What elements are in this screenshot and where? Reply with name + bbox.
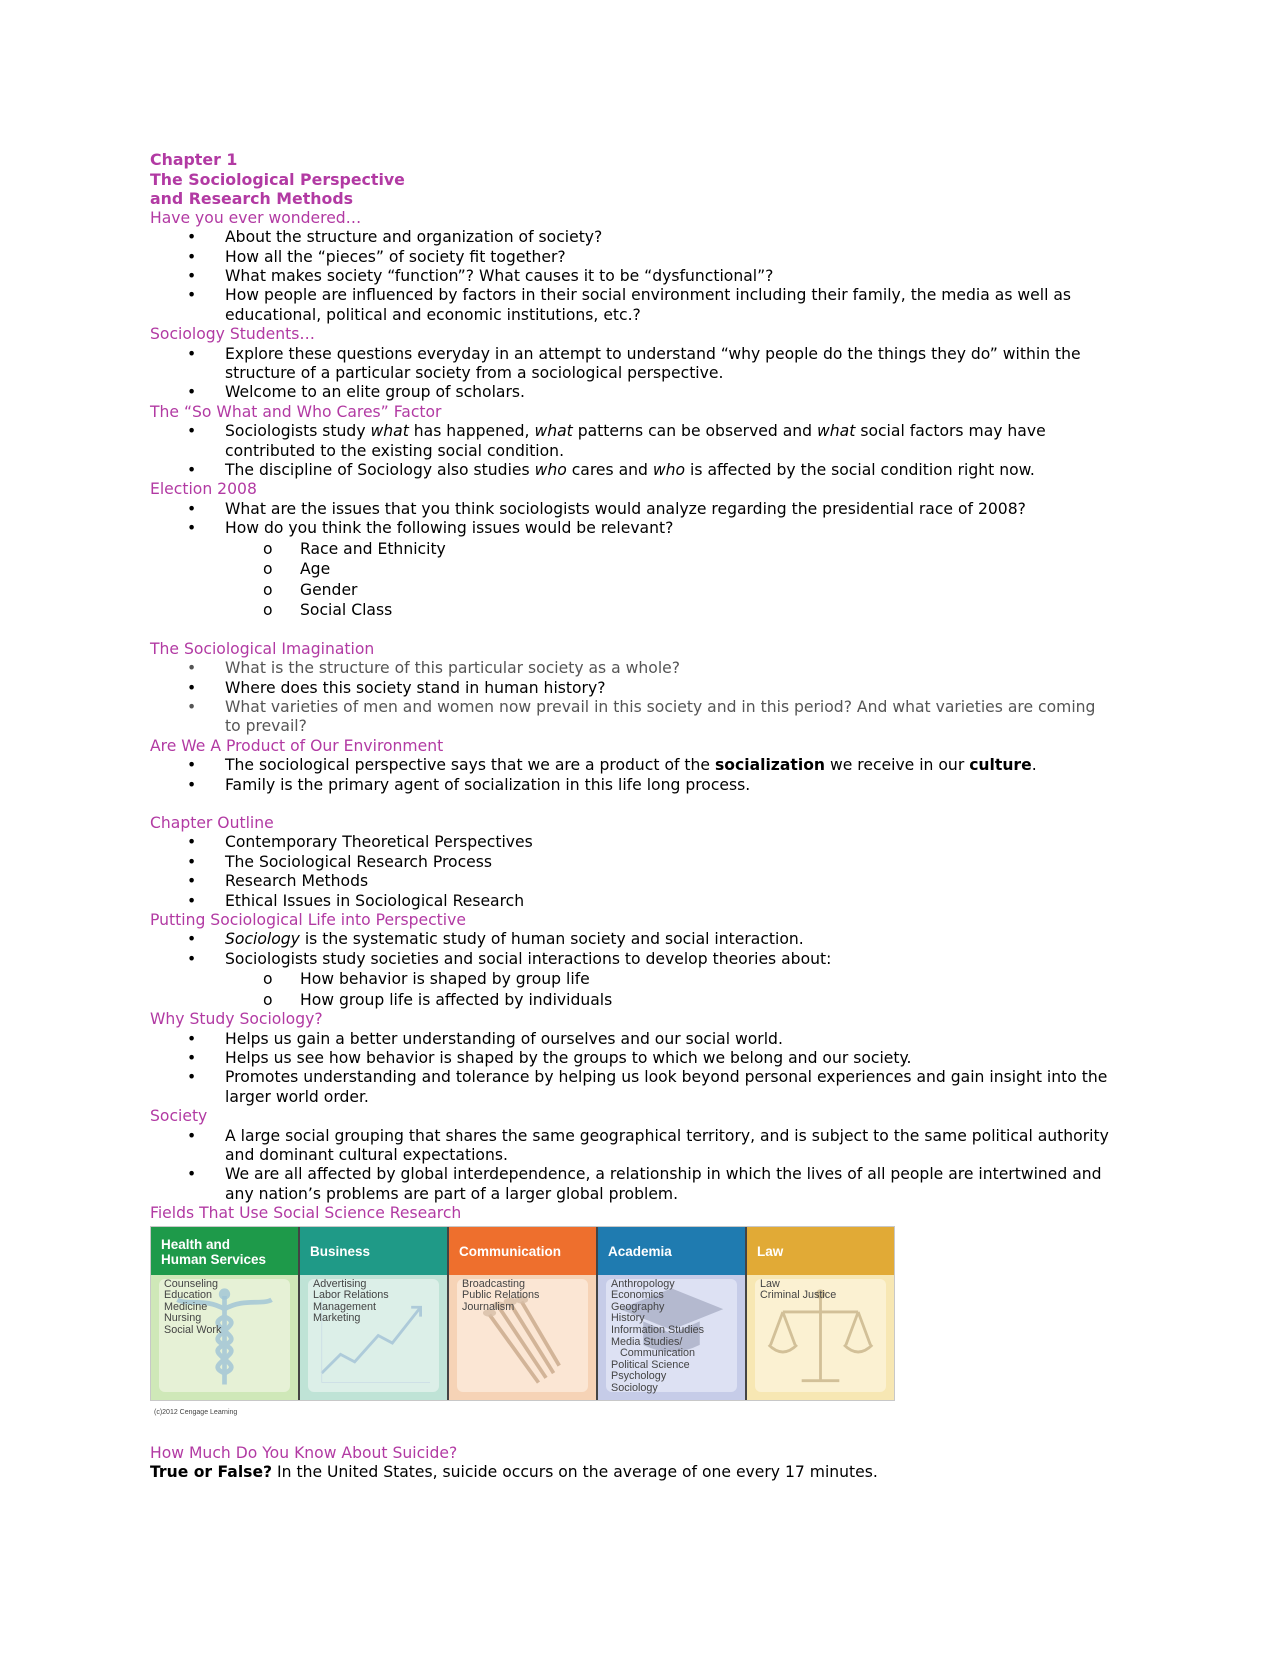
sublist-putting [150,969,1110,1010]
list-imagination [150,659,1110,737]
field-item: Geography [611,1300,665,1313]
heading-so-what: The “So What and Who Cares” Factor [150,402,442,421]
heading-why: Why Study Sociology? [150,1010,323,1029]
field-heading-line: Academia [608,1243,672,1259]
field-item: Communication [611,1347,696,1360]
list-item: • What is the structure of this particular society as a whole? [150,659,1110,678]
document-body [150,150,1110,1482]
field-column [300,1227,449,1400]
field-item: Economics [611,1289,664,1302]
list-why [150,1030,1110,1108]
field-item: Advertising [313,1277,367,1290]
field-item: Journalism [462,1300,515,1313]
list-item: • Sociology is the systematic study of human society and social interaction. [150,930,1110,949]
heading-election: Election 2008 [150,480,257,499]
field-item: History [611,1312,645,1325]
list-item: • Sociologists study societies and social interactions to develop theories about: [150,950,1110,969]
list-item: • Where does this society stand in human history? [150,679,1110,698]
field-body [449,1275,596,1400]
list-item: • What varieties of men and women now prevail in this society and in this period? And what varieties are coming to prevail? [150,698,1110,737]
field-heading-line: Health and [161,1236,231,1252]
list-item: • Sociologists study what has happened, what patterns can be observed and what social factors may have contributed to the existing social condition. [150,422,1110,461]
field-item-list [462,1279,590,1314]
field-heading [151,1227,298,1275]
sublist-election [150,539,1110,621]
field-item: Labor Relations [313,1289,389,1302]
list-wondered [150,228,1110,325]
sublist-item: o How group life is affected by individuals [150,990,1110,1011]
list-item: • How all the “pieces” of society fit together? [150,248,1110,267]
list-item: • Contemporary Theoretical Perspectives [150,833,1110,852]
list-item: • Explore these questions everyday in an attempt to understand “why people do the things they do” within the structure of a particular society from a sociological perspective. [150,345,1110,384]
heading-society: Society [150,1107,208,1126]
field-heading-line: Business [310,1243,371,1259]
list-item: • Family is the primary agent of socialization in this life long process. [150,776,1110,795]
chapter-title-line-1: The Sociological Perspective [150,169,405,189]
field-item: Social Work [164,1324,222,1337]
field-column [598,1227,747,1400]
field-item-list [313,1279,441,1325]
field-body [300,1275,447,1400]
field-item: Broadcasting [462,1277,526,1290]
list-item: • A large social grouping that shares the same geographical territory, and is subject to the same political authority and dominant cultural expectations. [150,1127,1110,1166]
field-column [449,1227,598,1400]
field-item: Marketing [313,1312,361,1325]
list-election [150,500,1110,539]
sublist-item: o Age [150,559,1110,580]
list-item: • Helps us gain a better understanding of ourselves and our social world. [150,1030,1110,1049]
sublist-item: o Social Class [150,600,1110,621]
field-item: Public Relations [462,1289,540,1302]
field-item: Counseling [164,1277,219,1290]
field-item: Psychology [611,1370,667,1383]
list-item: • Ethical Issues in Sociological Research [150,892,1110,911]
list-putting [150,930,1110,969]
list-outline [150,833,1110,911]
field-item: Political Science [611,1358,690,1371]
list-item: • What are the issues that you think sociologists would analyze regarding the presidential race of 2008? [150,500,1110,519]
heading-fields: Fields That Use Social Science Research [150,1204,462,1223]
field-item: Media Studies/ [611,1335,683,1348]
list-item: • The sociological perspective says that we are a product of the socialization we receive in our culture. [150,756,1110,775]
field-item-list [164,1279,292,1337]
field-body [598,1275,745,1400]
field-column [151,1227,300,1400]
heading-suicide: How Much Do You Know About Suicide? [150,1443,458,1462]
field-item: Information Studies [611,1324,705,1337]
chapter-title-line-2: and Research Methods [150,189,354,209]
list-item: • How do you think the following issues would be relevant? [150,519,1110,538]
list-so-what [150,422,1110,480]
field-heading-line: Human Services [161,1251,267,1267]
heading-putting: Putting Sociological Life into Perspective [150,910,466,929]
field-heading [747,1227,894,1275]
fields-grid [150,1226,895,1401]
field-body [747,1275,894,1400]
heading-wondered: Have you ever wondered… [150,208,362,227]
sublist-item: o How behavior is shaped by group life [150,969,1110,990]
field-item: Law [760,1277,780,1290]
list-item: • Research Methods [150,872,1110,891]
list-item: • What makes society “function”? What causes it to be “dysfunctional”? [150,267,1110,286]
heading-imagination: The Sociological Imagination [150,639,375,658]
list-item: • About the structure and organization of society? [150,228,1110,247]
heading-environment: Are We A Product of Our Environment [150,736,444,755]
heading-students: Sociology Students… [150,325,315,344]
field-item: Criminal Justice [760,1289,837,1302]
list-students [150,345,1110,403]
list-item: • Helps us see how behavior is shaped by the groups to which we belong and our society. [150,1049,1110,1068]
list-item: • How people are influenced by factors in their social environment including their family, the media as well as educational, political and economic institutions, etc.? [150,286,1110,325]
field-column [747,1227,894,1400]
field-item: Nursing [164,1312,202,1325]
field-item: Education [164,1289,213,1302]
list-item: • The discipline of Sociology also studies who cares and who is affected by the social condition right now. [150,461,1110,480]
list-item: • The Sociological Research Process [150,853,1110,872]
list-item: • Promotes understanding and tolerance by helping us look beyond personal experiences and gain insight into the larger world order. [150,1068,1110,1107]
field-item: Medicine [164,1300,208,1313]
field-item-list [611,1279,739,1395]
field-heading-line: Communication [459,1243,562,1259]
field-heading [449,1227,596,1275]
list-society [150,1127,1110,1205]
figure-credit: (c)2012 Cengage Learning [154,1408,238,1416]
field-item-list [760,1279,888,1302]
sublist-item: o Gender [150,580,1110,601]
field-item: Management [313,1300,377,1313]
suicide-question: True or False? In the United States, suicide occurs on the average of one every 17 minutes. [150,1463,878,1482]
field-heading [598,1227,745,1275]
field-item: Anthropology [611,1277,675,1290]
fields-figure [150,1226,895,1416]
list-environment [150,756,1110,795]
field-heading-line: Law [757,1243,784,1259]
sublist-item: o Race and Ethnicity [150,539,1110,560]
list-item: • We are all affected by global interdependence, a relationship in which the lives of all people are intertwined and any nation’s problems are part of a larger global problem. [150,1165,1110,1204]
heading-outline: Chapter Outline [150,813,274,832]
list-item: • Welcome to an elite group of scholars. [150,383,1110,402]
field-item: Sociology [611,1382,658,1394]
field-heading [300,1227,447,1275]
field-body [151,1275,298,1400]
chapter-number: Chapter 1 [150,150,238,169]
